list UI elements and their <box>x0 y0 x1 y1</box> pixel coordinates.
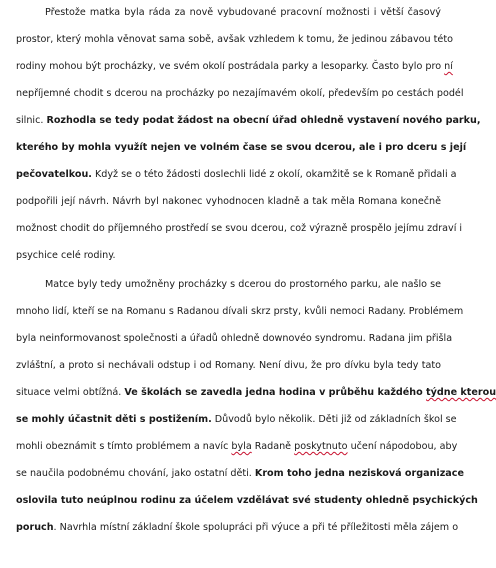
text-run: . Navrhla místní základní škole spolupráci při výuce a při té příležitosti měla zájem o <box>53 522 459 533</box>
spellcheck-flagged-text: byla <box>231 441 252 452</box>
text-line <box>16 495 478 507</box>
text-run: podpořili její návrh. Návrh byl nakonec vyhodnocen kladně a tak měla Romana konečně <box>16 196 441 207</box>
text-run: možnost chodit do příjemného prostředí se svou dcerou, což výrazně prospělo jejímu zdraví i <box>16 223 463 234</box>
bold-text: pečovatelkou. <box>16 169 92 180</box>
bold-text: se mohly účastnit děti s postižením. <box>16 414 212 425</box>
text-line <box>16 360 441 372</box>
text-run: psychice celé rodiny. <box>16 250 116 261</box>
bold-text: poruch <box>16 522 54 533</box>
text-line <box>16 88 464 100</box>
bold-text: Krom toho jedna nezisková organizace <box>254 468 464 479</box>
text-line <box>16 522 459 534</box>
text-run: prostor, který mohla věnovat sama sobě, avšak vzhledem k tomu, že jedinou zábavou této <box>16 34 453 45</box>
bold-text: Rozhodla se tedy podat žádost na obecní úřad ohledně vystavení nového parku, <box>46 115 481 126</box>
text-run: Přestože matka byla ráda za nově vybudované pracovní možnosti i větší časový <box>45 7 441 18</box>
text-run: mohli obeznámit s tímto problémem a navíc <box>16 441 232 452</box>
text-run: Radaně <box>251 441 295 452</box>
text-line <box>16 223 463 235</box>
text-line <box>16 250 441 262</box>
text-line <box>16 142 467 154</box>
text-line <box>16 333 453 345</box>
text-run: se naučila podobnému chování, jako ostatní děti. <box>16 468 255 479</box>
text-line <box>16 306 464 318</box>
text-run: nepříjemné chodit s dcerou na procházky po nezajímavém okolí, především po cestách podél <box>16 88 464 99</box>
text-run: Když se o této žádosti doslechli lidé z okolí, okamžitě se k Romaně přidali a <box>91 169 457 180</box>
bold-text: oslovila tuto neúplnou rodinu za účelem vzdělávat své studenty ohledně psychických <box>16 495 478 506</box>
text-run: mnoho lidí, kteří se na Romanu s Radanou dívali skrz prsty, kvůli nemoci Radany. Problémem <box>16 306 464 317</box>
spellcheck-flagged-text: ní <box>444 61 453 72</box>
text-line <box>16 468 464 480</box>
text-line <box>16 115 481 127</box>
text-line <box>45 7 441 19</box>
text-run: silnic. <box>16 115 47 126</box>
text-run: byla neinformovanost společnosti a úřadů ohledně downovéo syndromu. Radana jim přišla <box>16 333 453 344</box>
text-line <box>16 61 453 73</box>
text-line <box>16 34 453 46</box>
spellcheck-flagged-text: týdne kterou <box>426 387 496 398</box>
text-run: Důvodů bylo několik. Děti již od základních škol se <box>211 414 457 425</box>
text-run: Matce byly tedy umožněny procházky s dcerou do prostorného parku, ale našlo se <box>45 279 441 290</box>
text-line <box>16 387 496 399</box>
text-line <box>45 279 441 291</box>
text-run: rodiny mohou být procházky, ve svém okolí postrádala parky a lesoparky. Často bylo pro <box>16 61 445 72</box>
text-line <box>16 169 457 181</box>
spellcheck-flagged-text: poskytnuto <box>294 441 348 452</box>
bold-text: kterého by mohla využít nejen ve volném čase se svou dcerou, ale i pro dceru s její <box>16 142 467 153</box>
text-line <box>16 196 441 208</box>
text-line <box>16 441 458 453</box>
text-run: situace velmi obtížná. <box>16 387 125 398</box>
text-run: zvláštní, a proto si nechávali odstup i od Romany. Není divu, že pro dívku byla tedy tato <box>16 360 441 371</box>
text-line <box>16 414 457 426</box>
text-run: učení nápodobou, aby <box>347 441 458 452</box>
bold-text: Ve školách se zavedla jedna hodina v průběhu každého <box>124 387 427 398</box>
